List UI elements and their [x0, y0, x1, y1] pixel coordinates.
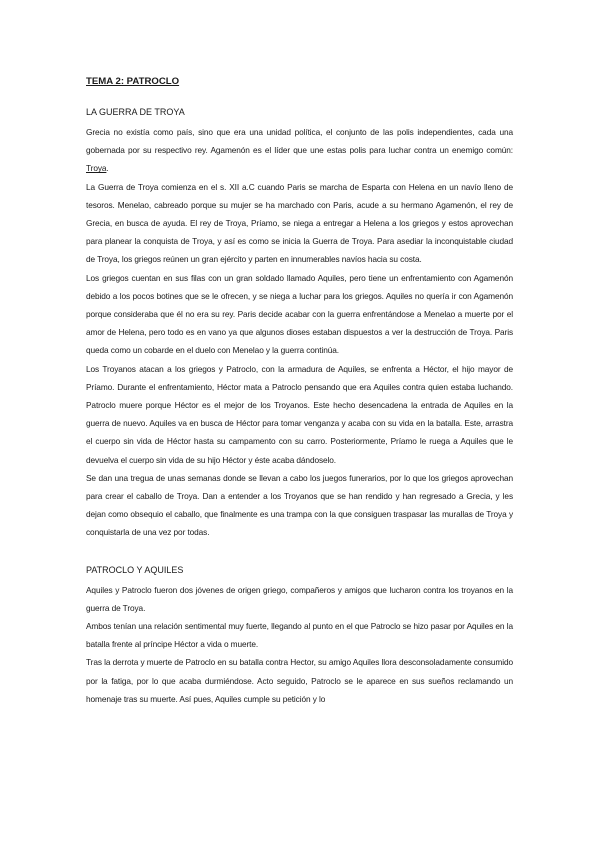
underlined-word: Troya — [86, 163, 107, 174]
paragraph: La Guerra de Troya comienza en el s. XII a.C cuando Paris se marcha de Esparta con Helena en un navío lleno de tesoros. Menelao, cabreado porque su mujer se ha marchado con Paris, acude a su hermano Agamenón, el rey de Grecia, en busca de ayuda. El rey de Troya, Príamo, se niega a entregar a Helena a los griegos y estos aprovechan para planear la conquista de Troya, y así es como se inicia la Guerra de Troya. Para asediar la inconquistable ciudad de Troya, los griegos reúnen un gran ejército y parten en innumerables navíos hacia su costa. — [86, 181, 513, 265]
paragraph-end: . — [106, 163, 109, 174]
document-title: TEMA 2: PATROCLO — [86, 76, 180, 87]
paragraph — [86, 123, 513, 178]
paragraph: Se dan una tregua de unas semanas donde se llevan a cabo los juegos funerarios, por lo que los griegos aprovechan para crear el caballo de Troya. Dan a entender a los Troyanos que se han rendido y han regresado a Grecia, y les dejan como obsequio el caballo, que finalmente es una trampa con la que consiguen traspasar las murallas de Troya y conquistarla de una vez por todas. — [86, 472, 513, 538]
paragraph: Los Troyanos atacan a los griegos y Patroclo, con la armadura de Aquiles, se enfrenta a Héctor, el hijo mayor de Príamo. Durante el enfrentamiento, Héctor mata a Patroclo pensando que era Aquiles contra quien estaba luchando. Patroclo muere porque Héctor es el mejor de los Troyanos. Este hecho desencadena la entrada de Aquiles en la guerra de nuevo. Aquiles va en busca de Héctor para tomar venganza y acaba con su vida en la batalla. Este, arrastra el cuerpo sin vida de Héctor hasta su campamento con su carro. Posteriormente, Príamo le ruega a Aquiles que le devuelva el cuerpo sin vida de su hijo Héctor y éste acaba dándoselo. — [86, 363, 513, 465]
paragraph: Los griegos cuentan en sus filas con un gran soldado llamado Aquiles, pero tiene un enfrentamiento con Agamenón debido a los pocos botines que se le ofrecen, y se niega a luchar para los griegos. Aquiles no quería ir con Agamenón porque consideraba que él no era su rey. Paris decide acabar con la guerra enfrentándose a Menelao a muerte por el amor de Helena, pero todo es en vano ya que algunos dioses estaban dispuestos a ver la destrucción de Troya. Paris queda como un cobarde en el duelo con Menelao y la guerra continúa. — [86, 272, 513, 356]
paragraph: Tras la derrota y muerte de Patroclo en su batalla contra Hector, su amigo Aquiles llora desconsoladamente consumido por la fatiga, por lo que acaba durmiéndose. Acto seguido, Patroclo se le aparece en sus sueños reclamando un homenaje tras su muerte. Así pues, Aquiles cumple su petición y lo — [86, 657, 513, 704]
paragraph: Ambos tenían una relación sentimental muy fuerte, llegando al punto en el que Patroclo se hizo pasar por Aquiles en la batalla frente al príncipe Héctor a vida o muerte. — [86, 621, 513, 650]
paragraph: Aquiles y Patroclo fueron dos jóvenes de origen griego, compañeros y amigos que lucharon contra los troyanos en la guerra de Troya. — [86, 584, 513, 613]
section-heading-patroclo: PATROCLO Y AQUILES — [86, 564, 184, 575]
section-heading-guerra: LA GUERRA DE TROYA — [86, 107, 185, 117]
section-spacer — [86, 542, 513, 565]
paragraph-text: Grecia no existía como país, sino que era una unidad política, el conjunto de las polis independientes, cada una gobernada por su respectivo rey. Agamenón es el líder que une estas polis para luchar contra un enemigo común: — [86, 127, 513, 156]
